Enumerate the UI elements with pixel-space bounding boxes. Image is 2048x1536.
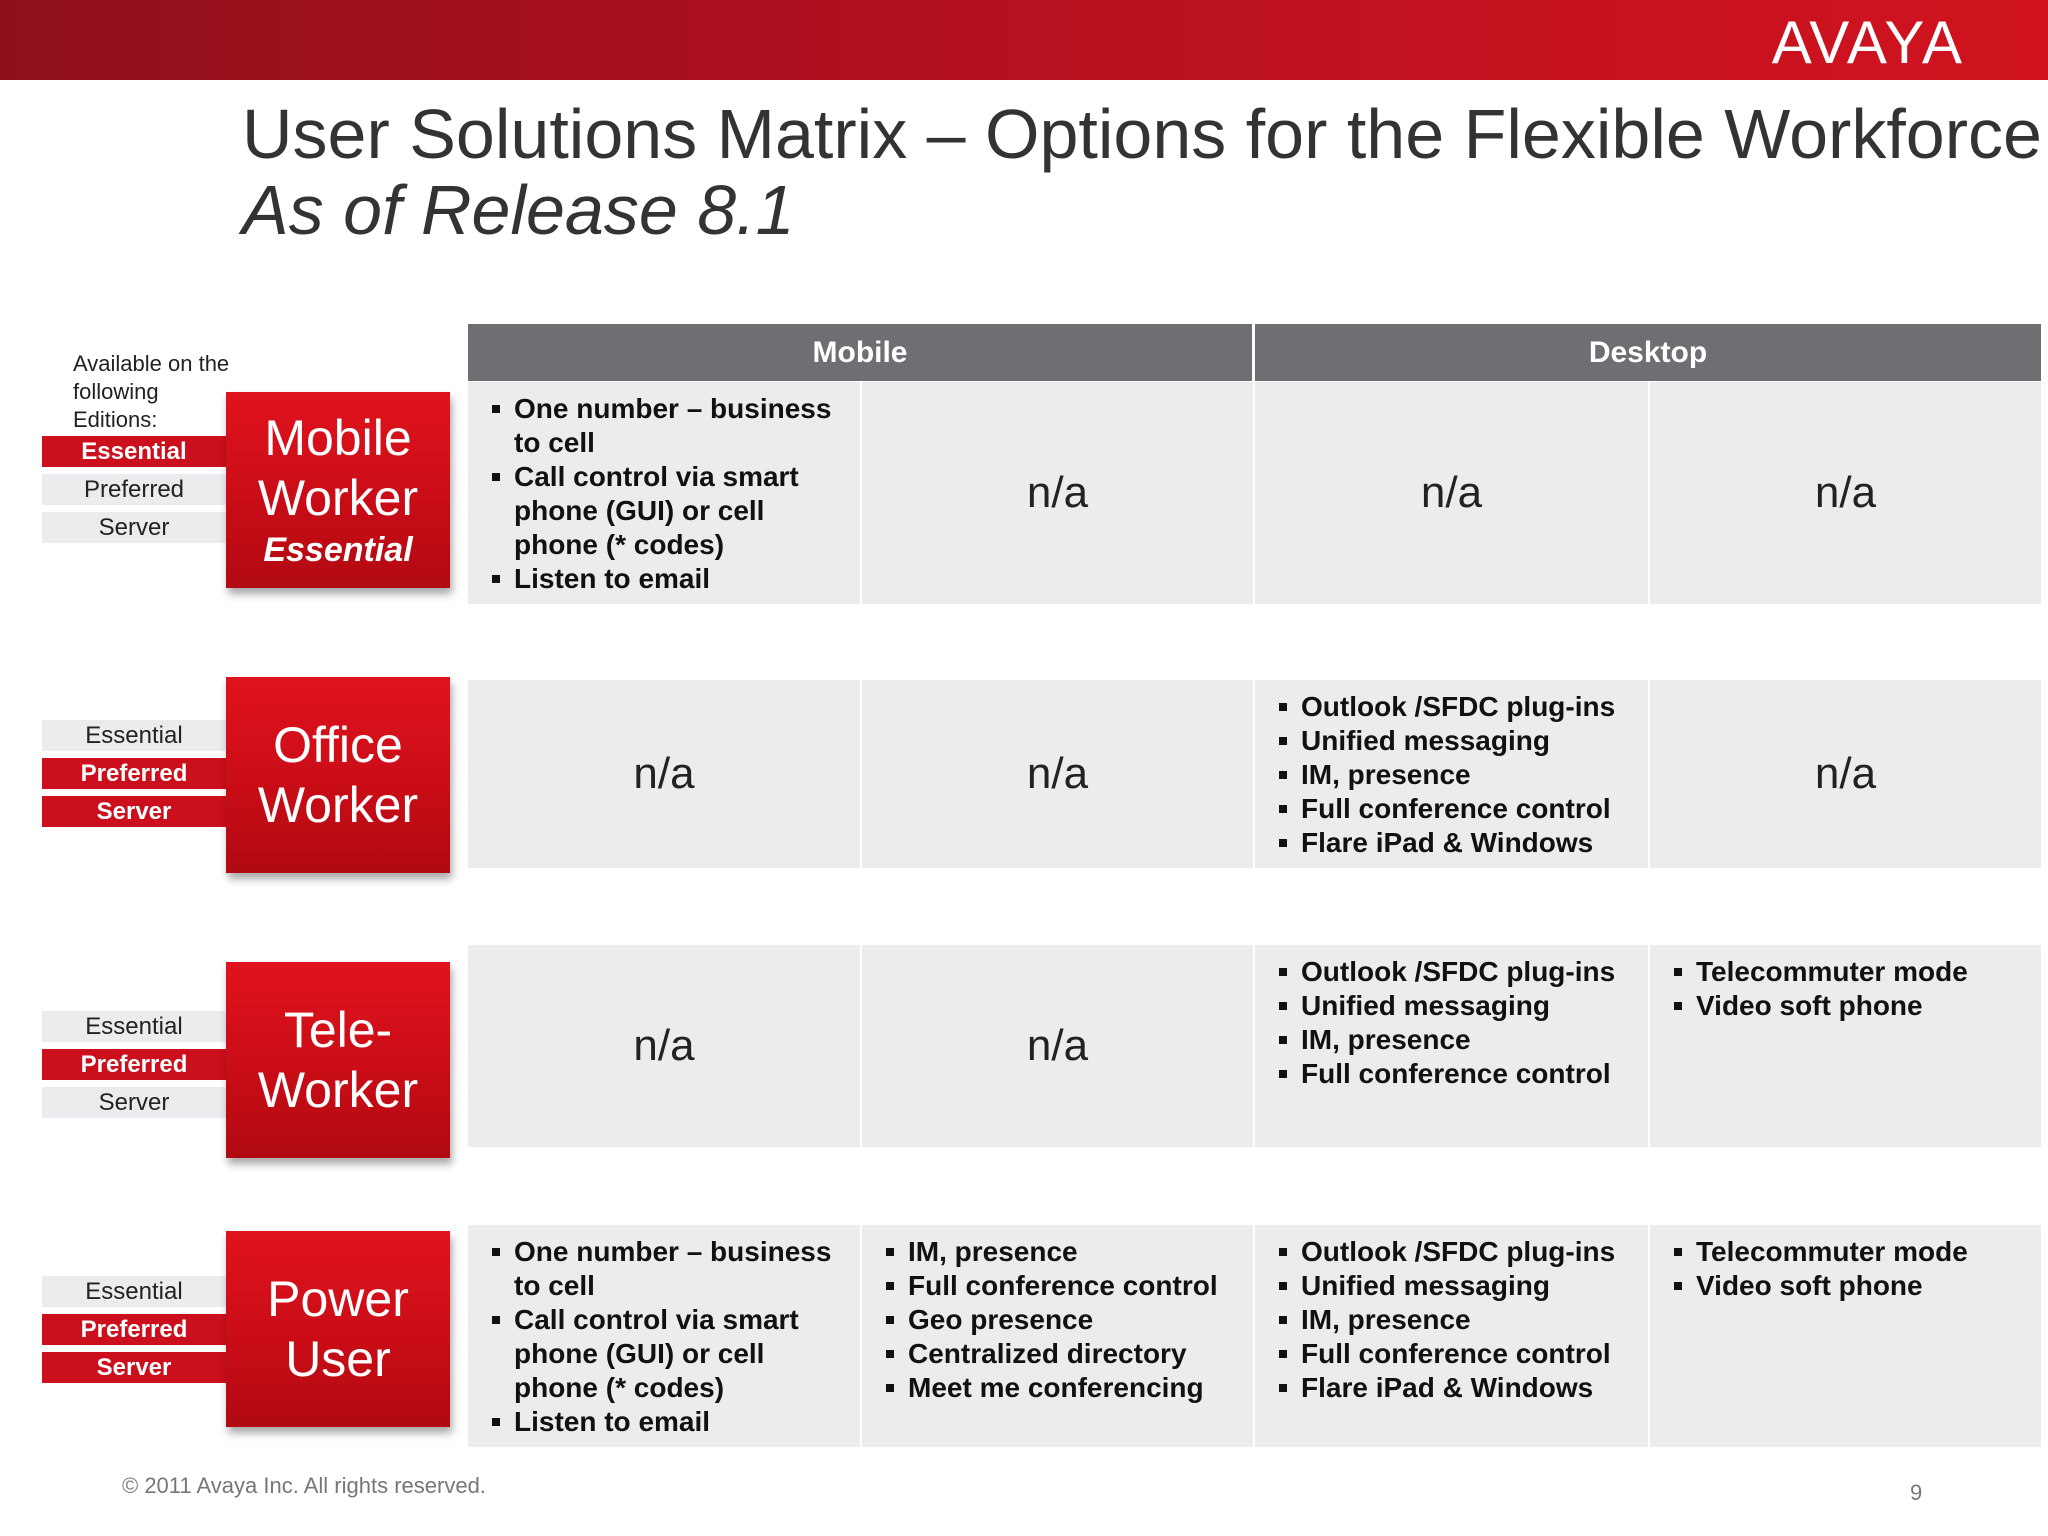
top-banner bbox=[0, 0, 2048, 80]
matrix-cell bbox=[862, 680, 1253, 868]
feature-item: Telecommuter mode bbox=[1696, 955, 2033, 989]
feature-item: IM, presence bbox=[1301, 758, 1640, 792]
feature-list bbox=[862, 1225, 1253, 1405]
feature-item: Meet me conferencing bbox=[908, 1371, 1245, 1405]
avaya-logo: AVAYA bbox=[1771, 9, 1964, 76]
matrix-cell bbox=[1650, 1225, 2041, 1447]
matrix-cell bbox=[468, 382, 860, 604]
na-label: n/a bbox=[1420, 468, 1483, 517]
feature-item: Telecommuter mode bbox=[1696, 1235, 2033, 1269]
edition-badge: Essential bbox=[42, 1276, 226, 1307]
feature-item: Full conference control bbox=[1301, 792, 1640, 826]
matrix-cell bbox=[1255, 1225, 1648, 1447]
feature-item: IM, presence bbox=[1301, 1023, 1640, 1057]
feature-item: Flare iPad & Windows bbox=[1301, 826, 1640, 860]
feature-item: Outlook /SFDC plug-ins bbox=[1301, 690, 1640, 724]
feature-item: Geo presence bbox=[908, 1303, 1245, 1337]
row-title-line: User bbox=[285, 1331, 391, 1387]
feature-item: Full conference control bbox=[908, 1269, 1245, 1303]
na-label: n/a bbox=[1026, 468, 1089, 517]
feature-item: One number – business to cell bbox=[514, 1235, 852, 1303]
matrix-cell bbox=[1255, 680, 1648, 868]
row-title-line: Mobile bbox=[264, 410, 412, 466]
na-label: n/a bbox=[633, 749, 695, 798]
feature-item: Listen to email bbox=[514, 562, 852, 596]
edition-badge: Preferred bbox=[42, 1049, 226, 1080]
edition-badge: Preferred bbox=[42, 1314, 226, 1345]
feature-item: IM, presence bbox=[1301, 1303, 1640, 1337]
matrix-cell bbox=[1650, 680, 2041, 868]
feature-item: Unified messaging bbox=[1301, 1269, 1640, 1303]
feature-item: One number – business to cell bbox=[514, 392, 852, 460]
row-title-line: Worker bbox=[257, 1062, 419, 1118]
edition-badge: Preferred bbox=[42, 758, 226, 789]
feature-list bbox=[468, 1225, 860, 1439]
row-title-box bbox=[226, 392, 450, 588]
edition-badge: Server bbox=[42, 796, 226, 827]
matrix-cell bbox=[1255, 945, 1648, 1147]
feature-item: Video soft phone bbox=[1696, 989, 2033, 1023]
feature-item: Video soft phone bbox=[1696, 1269, 2033, 1303]
row-title-box bbox=[226, 962, 450, 1158]
header-mobile: Mobile bbox=[468, 324, 1252, 381]
feature-list bbox=[1255, 1225, 1648, 1405]
na-label: n/a bbox=[1814, 749, 1877, 798]
feature-item: Call control via smart phone (GUI) or cell phone (* codes) bbox=[514, 460, 852, 562]
na-label: n/a bbox=[1026, 1021, 1089, 1070]
matrix-cell bbox=[468, 945, 860, 1147]
feature-list bbox=[1650, 945, 2041, 1023]
copyright-footer: © 2011 Avaya Inc. All rights reserved. bbox=[122, 1473, 486, 1498]
matrix-cell bbox=[468, 680, 860, 868]
matrix-cell bbox=[1650, 382, 2041, 604]
page-number: 9 bbox=[1910, 1480, 1923, 1505]
feature-list bbox=[468, 382, 860, 596]
feature-item: Outlook /SFDC plug-ins bbox=[1301, 955, 1640, 989]
row-title-line: Power bbox=[267, 1271, 409, 1327]
editions-caption: Available on the following Editions: bbox=[73, 351, 230, 432]
row-title-box bbox=[226, 1231, 450, 1427]
feature-item: Centralized directory bbox=[908, 1337, 1245, 1371]
matrix-cell bbox=[862, 1225, 1253, 1447]
edition-badge: Server bbox=[42, 1352, 226, 1383]
slide-title: User Solutions Matrix – Options for the Flexible Workforce bbox=[242, 95, 2042, 173]
matrix-cell bbox=[468, 1225, 860, 1447]
na-label: n/a bbox=[1814, 468, 1877, 517]
row-title-line: Worker bbox=[257, 777, 419, 833]
feature-item: Flare iPad & Windows bbox=[1301, 1371, 1640, 1405]
matrix-cell bbox=[862, 945, 1253, 1147]
feature-list bbox=[1650, 1225, 2041, 1303]
feature-item: Unified messaging bbox=[1301, 724, 1640, 758]
row-title-line: Tele- bbox=[283, 1002, 393, 1058]
matrix-cell bbox=[1650, 945, 2041, 1147]
matrix-cell bbox=[862, 382, 1253, 604]
na-label: n/a bbox=[633, 1021, 695, 1070]
feature-list bbox=[1255, 945, 1648, 1091]
edition-badge: Preferred bbox=[42, 474, 226, 505]
feature-item: IM, presence bbox=[908, 1235, 1245, 1269]
edition-badge: Server bbox=[42, 512, 226, 543]
feature-list bbox=[1255, 680, 1648, 860]
feature-item: Listen to email bbox=[514, 1405, 852, 1439]
feature-item: Outlook /SFDC plug-ins bbox=[1301, 1235, 1640, 1269]
slide-subtitle: As of Release 8.1 bbox=[242, 171, 795, 249]
header-desktop: Desktop bbox=[1255, 324, 2041, 381]
row-title-line: Office bbox=[273, 717, 403, 773]
edition-badge: Essential bbox=[42, 1011, 226, 1042]
row-title-line: Essential bbox=[263, 531, 413, 569]
row-title-box bbox=[226, 677, 450, 873]
row-title-line: Worker bbox=[257, 470, 419, 526]
edition-badge: Server bbox=[42, 1087, 226, 1118]
feature-item: Full conference control bbox=[1301, 1057, 1640, 1091]
edition-badge: Essential bbox=[42, 436, 226, 467]
feature-item: Unified messaging bbox=[1301, 989, 1640, 1023]
matrix-cell bbox=[1255, 382, 1648, 604]
na-label: n/a bbox=[1026, 749, 1089, 798]
feature-item: Full conference control bbox=[1301, 1337, 1640, 1371]
edition-badge: Essential bbox=[42, 720, 226, 751]
feature-item: Call control via smart phone (GUI) or cell phone (* codes) bbox=[514, 1303, 852, 1405]
